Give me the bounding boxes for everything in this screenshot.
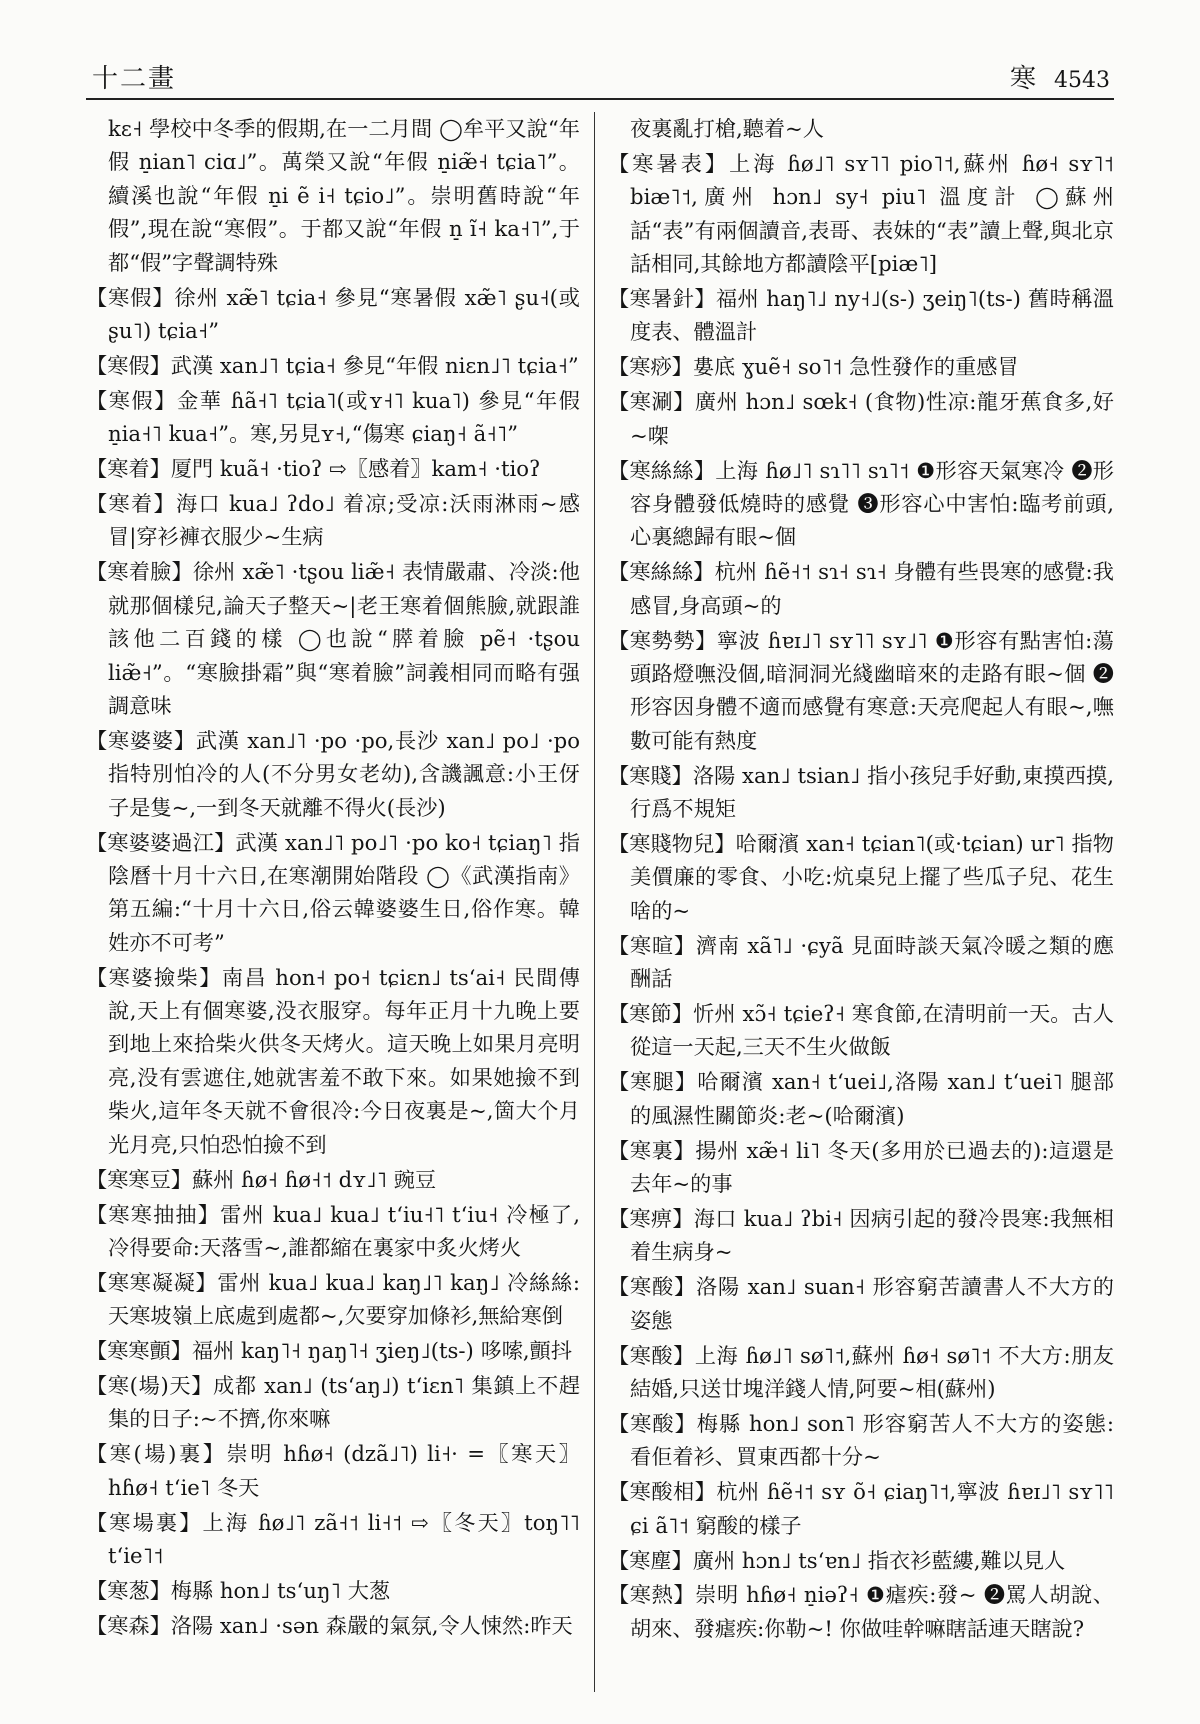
stroke-count-label: 十二畫 [92, 64, 177, 94]
dictionary-entry: 【寒腿】哈爾濱 xan˧ tʻuei˩,洛陽 xan˩ tʻuei˥ 腿部的風濕性關節炎:老~(哈爾濱) [608, 1069, 1114, 1128]
right-column [608, 112, 1114, 1692]
dictionary-entry: 【寒寒豆】蘇州 ɦø˧ ɦø˧˦ dʏ˩˥ 豌豆 [86, 1166, 437, 1192]
dictionary-entry: 【寒塵】廣州 hɔn˩ tsʻɐn˩ 指衣衫藍縷,難以見人 [608, 1547, 1066, 1573]
dictionary-entry: 【寒假】徐州 xæ̃˥ tɕia˧ 參見“寒暑假 xæ̃˥ ʂu˧(或 ʂu˥) tɕia˧” [86, 284, 580, 343]
dictionary-entry: 【寒酸相】杭州 ɦẽ˧˦ sʏ õ˧ ɕiaŋ˥˦,寧波 ɦɐɪ˩˥ sʏ˥˥ ɕi ã˥˦ 窮酸的樣子 [608, 1479, 1114, 1538]
page-number: 4543 [1054, 68, 1110, 93]
dictionary-entry: 【寒賤物兒】哈爾濱 xan˧ tɕian˥(或·tɕian) ur˥ 指物美價廉的零食、小吃:炕桌兒上擺了些瓜子兒、花生啥的~ [608, 831, 1114, 923]
dictionary-entry: 【寒着】厦門 kuã˧ ·tioʔ ⇨〖感着〗kam˧ ·tioʔ [86, 456, 541, 482]
dictionary-entry: 【寒裏】揚州 xæ̃˧ li˥ 冬天(多用於已過去的):這還是去年~的事 [608, 1137, 1114, 1197]
left-column [86, 112, 580, 1692]
dictionary-entry: 【寒(場)裏】崇明 hɦø˧ (dzã˩˥) li˧· =〖寒天〗hɦø˧ tʻie˥ 冬天 [86, 1441, 580, 1500]
column-divider [594, 112, 595, 1692]
head-character: 寒 [1009, 64, 1036, 94]
dictionary-entry: 【寒婆婆】武漢 xan˩˥ ·po ·po,長沙 xan˩ po˩ ·po 指特別怕冷的人(不分男女老幼),含譏諷意:小王伢子是隻~,一到冬天就離不得火(長沙) [86, 727, 580, 820]
dictionary-entry: 【寒寒抽抽】雷州 kua˩ kua˩ tʻiu˧˥ tʻiu˧ 冷極了,冷得要命:天落雪~,誰都縮在裏家中炙火烤火 [86, 1201, 580, 1260]
dictionary-entry: 【寒場裏】上海 ɦø˩˥ zã˧˦ li˧˦ ⇨〖冬天〗toŋ˥˥ tʻie˥˦ [86, 1509, 580, 1569]
dictionary-entry: 【寒假】金華 ɦã˧˥ tɕia˥(或ʏ˧˥ kua˥) 參見“年假 n̠ia˧˥ kua˧”。寒,另見ʏ˧,“傷寒 ɕiaŋ˧ ã˧˥” [86, 387, 580, 447]
dictionary-entry: 【寒酸】洛陽 xan˩ suan˧ 形容窮苦讀書人不大方的姿態 [608, 1274, 1114, 1333]
dictionary-entry: 【寒勢勢】寧波 ɦɐɪ˩˥ sʏ˥˥ sʏ˩˥ ❶形容有點害怕:蕩頭路燈嘸没個,暗洞洞光綫幽暗來的走路有眼~個 ❷形容因身體不適而感覺有寒意:天亮爬起人有眼~,嘸數可能有熱度 [608, 627, 1114, 753]
dictionary-entry: 【寒婆撿柴】南昌 hon˧ po˧ tɕiɛn˩ tsʻai˧ 民間傳說,天上有個寒婆,没衣服穿。每年正月十九晚上要到地上來拾柴火供冬天烤火。這天晚上如果月亮明亮,没有雲遮住,她就害羞不敢下來。如果她撿不到柴火,這年冬天就不會很冷:今日夜裏是~,箇大个月光月亮,只怕恐怕撿不到 [86, 964, 580, 1157]
dictionary-entry: 【寒賤】洛陽 xan˩ tsian˩ 指小孩兒手好動,東摸西摸,行爲不規矩 [608, 762, 1114, 822]
header-right [1010, 58, 1110, 95]
dictionary-entry: 【寒痹】海口 kua˩ ʔbi˧ 因病引起的發冷畏寒:我無相着生病身~ [608, 1206, 1114, 1265]
dictionary-entry: 【寒暑針】福州 haŋ˥˩ ny˧˩(s-) ʒeiŋ˥(ts-) 舊時稱溫度表、體溫計 [608, 286, 1114, 345]
dictionary-entry: 【寒暑表】上海 ɦø˩˥ sʏ˥˥ pio˥˦,蘇州 ɦø˧ sʏ˥˦ biæ˥˦,廣州 hɔn˩ sy˧ piu˥ 溫度計 ◯蘇州話“表”有兩個讀音,表哥、表妹的“表”讀上聲,與北京話相同,其餘地方都讀陰平[piæ˥] [608, 150, 1114, 277]
dictionary-entry: 【寒涮】廣州 hɔn˩ sœk˧ (食物)性凉:龍牙蕉食多,好~㗎 [608, 389, 1114, 448]
entry-continuation: 夜裏亂打槍,聽着~人 [630, 116, 824, 141]
dictionary-entry: 【寒酸】梅縣 hon˩ son˥ 形容窮苦人不大方的姿態:看佢着衫、買東西都十分~ [608, 1410, 1114, 1470]
dictionary-entry: 【寒痧】婁底 ɣuẽ˧ so˥˦ 急性發作的重感冒 [608, 354, 1019, 380]
dictionary-entry: 【寒絲絲】杭州 ɦẽ˧˦ sɿ˧ sɿ˧ 身體有些畏寒的感覺:我感冒,身高頭~的 [608, 559, 1114, 618]
dictionary-entry: 【寒假】武漢 xan˩˥ tɕia˧ 參見“年假 niɛn˩˥ tɕia˧” [86, 352, 579, 378]
dictionary-entry: 【寒暄】濟南 xã˥˩ ·ɕyã 見面時談天氣冷暖之類的應酬話 [608, 932, 1114, 992]
dictionary-entry: 【寒寒凝凝】雷州 kua˩ kua˩ kaŋ˩˥ kaŋ˩ 冷絲絲:天寒坡嶺上底處到處都~,欠要穿加條衫,無給寒倒 [86, 1269, 580, 1329]
page-header [86, 52, 1114, 100]
dictionary-entry: 【寒葱】梅縣 hon˩ tsʻuŋ˥ 大葱 [86, 1577, 391, 1603]
dictionary-entry: 【寒寒顫】福州 kaŋ˥˧ ŋaŋ˥˧ ʒieŋ˩(ts-) 哆嗦,顫抖 [86, 1338, 573, 1364]
dictionary-entry: 【寒婆婆過江】武漢 xan˩˥ po˩˥ ·po ko˧ tɕiaŋ˥ 指陰曆十月十六日,在寒潮開始階段 ◯《武漢指南》第五編:“十月十六日,俗云韓婆婆生日,俗作寒。韓姓亦不可考” [86, 829, 580, 955]
dictionary-entry: 【寒節】忻州 xɔ̃˧ tɕieʔ˧ 寒食節,在清明前一天。古人從這一天起,三天不生火做飯 [608, 1001, 1114, 1060]
dictionary-entry: 【寒熱】崇明 hɦø˧ n̠iəʔ˧ ❶瘧疾:發~ ❷罵人胡說、胡來、發瘧疾:你勒~! 你做哇幹嘛瞎話連天瞎說? [608, 1582, 1114, 1641]
dictionary-entry: 【寒着】海口 kua˩ ʔdo˩ 着凉;受凉:沃雨淋雨~感冒|穿衫褲衣服少~生病 [86, 490, 580, 550]
dictionary-entry: 【寒(場)天】成都 xan˩ (tsʻaŋ˩) tʻiɛn˥ 集鎮上不趕集的日子:~不擠,你來嘛 [86, 1373, 580, 1432]
dictionary-entry: 【寒森】洛陽 xan˩ ·sən 森嚴的氣氛,令人悚然:昨天 [86, 1612, 573, 1638]
entry-continuation: kɛ˧ 學校中冬季的假期,在一二月間 ◯牟平又說“年假 n̠ian˥ ciɑ˩”。萬榮又說“年假 n̠iæ̃˧ tɕia˥”。續溪也說“年假 n̠i ẽ i˧ tɕio˩”。崇明舊時說“年假”,現在說“寒假”。于都又說“年假 n̠ ĩ˧ ka˧˥”,于都“假”字聲調特殊 [108, 116, 580, 275]
dictionary-entry: 【寒着臉】徐州 xæ̃˥ ·tʂou liæ̃˧ 表情嚴肅、冷淡:他就那個樣兒,論天子整天~|老王寒着個熊臉,就跟誰該他二百錢的樣 ◯也說“膵着臉 pẽ˧ ·tʂou liæ̃˧”。“寒臉掛霜”與“寒着臉”詞義相同而略有强調意味 [86, 559, 580, 718]
dictionary-entry: 【寒酸】上海 ɦø˩˥ sø˥˦,蘇州 ɦø˧ sø˥˦ 不大方:朋友結婚,只送廿塊洋錢人情,阿要~相(蘇州) [608, 1342, 1114, 1402]
dictionary-entry: 【寒絲絲】上海 ɦø˩˥ sɿ˥˥ sɿ˥˦ ❶形容天氣寒冷 ❷形容身體發低燒時的感覺 ❸形容心中害怕:臨考前頭,心裏總歸有眼~個 [608, 457, 1114, 550]
